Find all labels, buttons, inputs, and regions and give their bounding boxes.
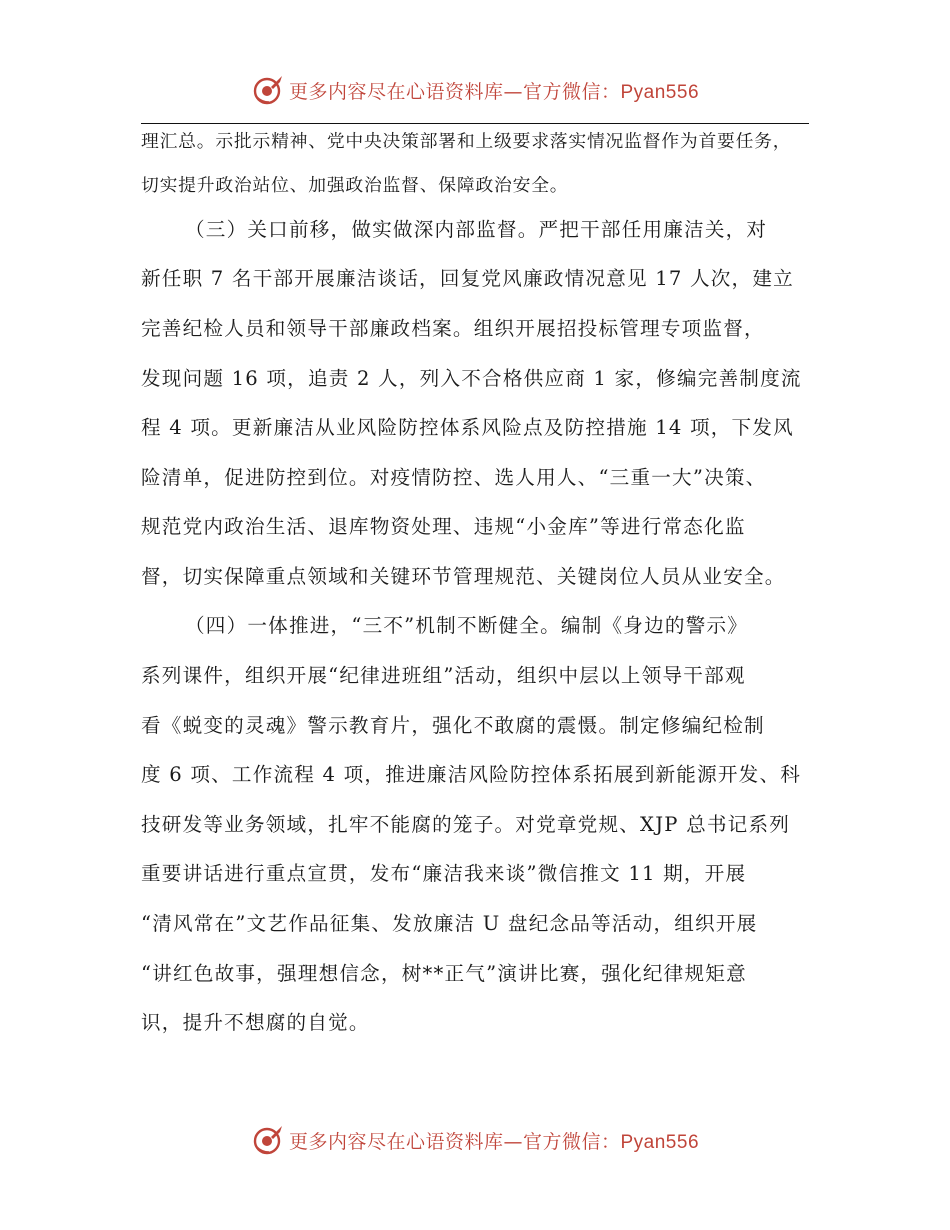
body-line: “清风常在”文艺作品征集、发放廉洁 U 盘纪念品等活动，组织开展 (141, 912, 758, 935)
body-line: 切实提升政治站位、加强政治监督、保障政治安全。 (141, 175, 569, 196)
body-line: 看《蜕变的灵魂》警示教育片，强化不敢腐的震慑。制定修编纪检制 (141, 714, 765, 737)
quill-logo-icon (251, 1123, 285, 1157)
body-line: 理汇总。示批示精神、党中央决策部署和上级要求落实情况监督作为首要任务， (141, 131, 792, 152)
body-line: 发现问题 16 项，追责 2 人，列入不合格供应商 1 家，修编完善制度流 (141, 367, 802, 390)
body-line: （四）一体推进，“三不”机制不断健全。编制《身边的警示》 (185, 614, 749, 637)
body-line: 度 6 项、工作流程 4 项，推进廉洁风险防控体系拓展到新能源开发、科 (141, 763, 802, 786)
body-line: “讲红色故事，强理想信念，树**正气”演讲比赛，强化纪律规矩意 (141, 962, 747, 985)
header-banner-text: 更多内容尽在心语资料库—官方微信：Pyan556 (288, 80, 700, 103)
header-wechat-id: Pyan556 (620, 81, 700, 103)
body-line: 险清单，促进防控到位。对疫情防控、选人用人、“三重一大”决策、 (141, 466, 767, 489)
body-line: 新任职 7 名干部开展廉洁谈话，回复党风廉政情况意见 17 人次，建立 (141, 267, 794, 290)
body-line: 规范党内政治生活、退库物资处理、违规“小金库”等进行常态化监 (141, 515, 746, 538)
header-divider (141, 123, 809, 124)
body-line: 识，提升不想腐的自觉。 (141, 1011, 370, 1034)
body-line: 程 4 项。更新廉洁从业风险防控体系风险点及防控措施 14 项，下发风 (141, 416, 794, 439)
quill-logo-icon (251, 73, 285, 107)
footer-wechat-id: Pyan556 (620, 1131, 700, 1153)
footer-banner-text: 更多内容尽在心语资料库—官方微信：Pyan556 (288, 1130, 700, 1153)
body-line: 系列课件，组织开展“纪律进班组”活动，组织中层以上领导干部观 (141, 664, 746, 687)
body-line: （三）关口前移，做实做深内部监督。严把干部任用廉洁关，对 (185, 218, 768, 241)
body-line: 督，切实保障重点领域和关键环节管理规范、关键岗位人员从业安全。 (141, 565, 786, 588)
footer-banner (0, 1120, 950, 1160)
body-line: 技研发等业务领域，扎牢不能腐的笼子。对党章党规、XJP 总书记系列 (141, 813, 791, 836)
body-line: 重要讲话进行重点宣贯，发布“廉洁我来谈”微信推文 11 期，开展 (141, 862, 747, 885)
header-banner (0, 70, 950, 110)
body-line: 完善纪检人员和领导干部廉政档案。组织开展招投标管理专项监督， (141, 317, 765, 340)
